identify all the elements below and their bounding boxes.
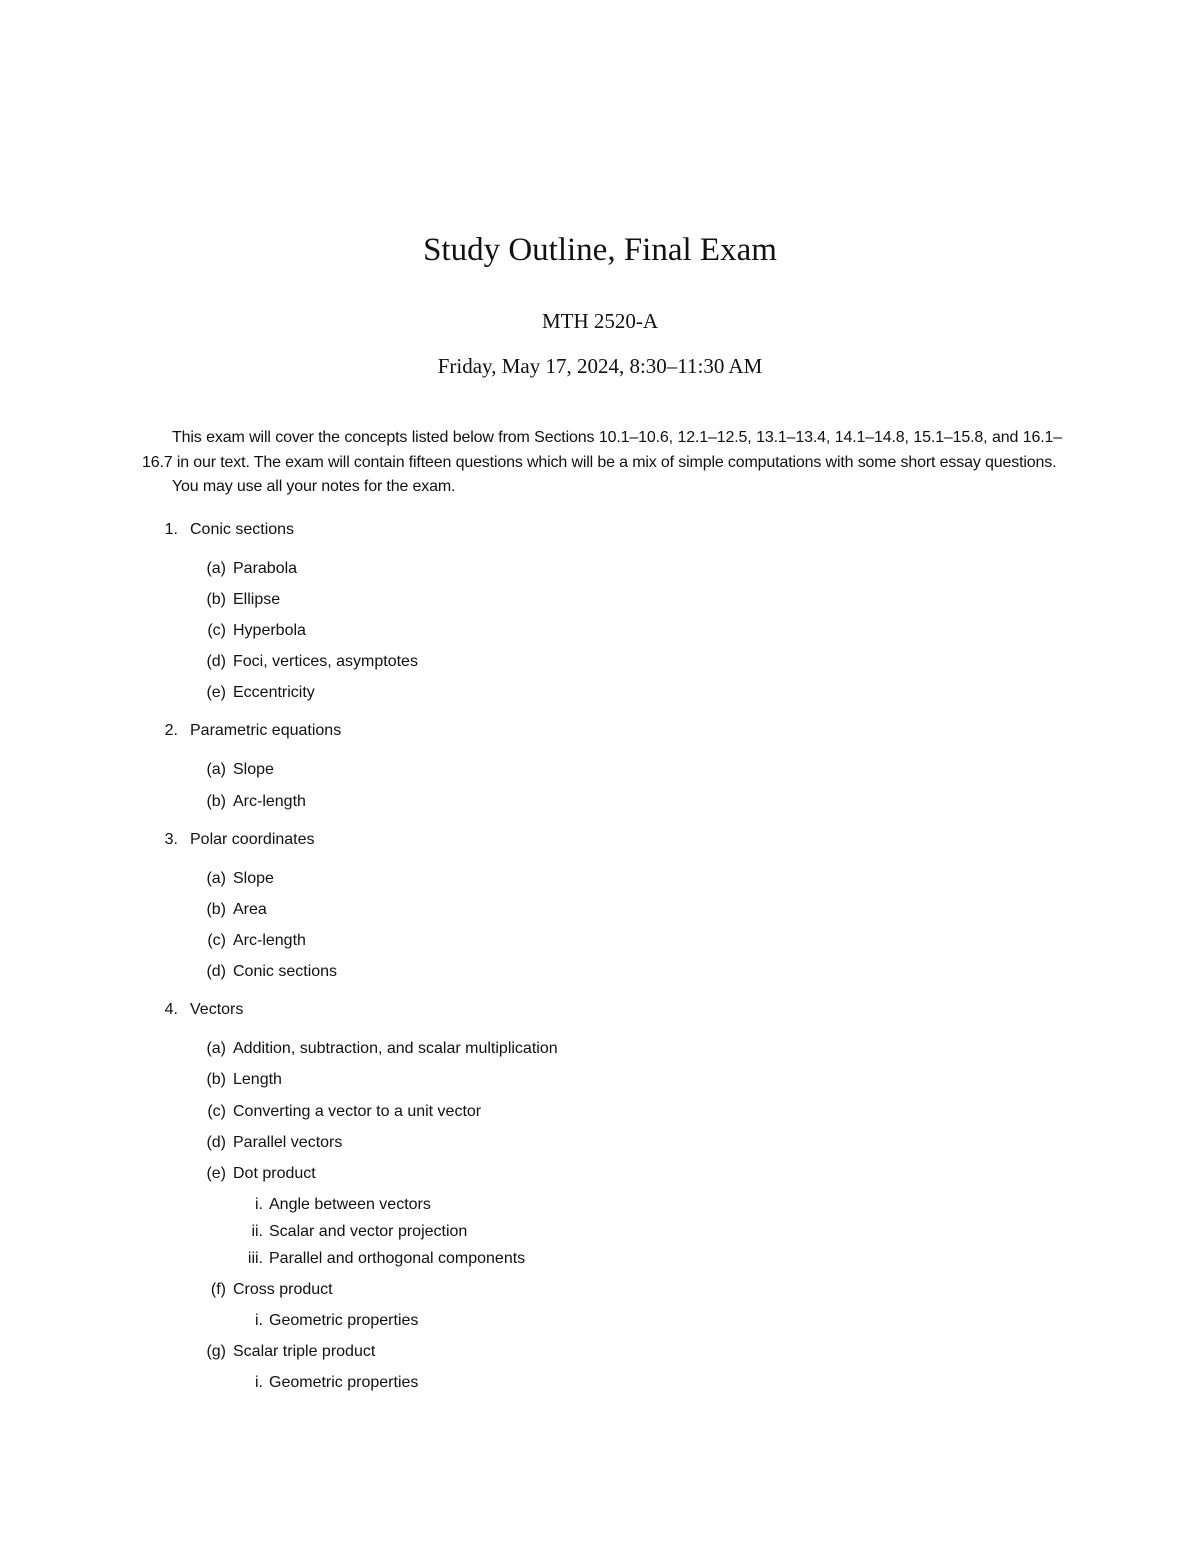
- outline-subtopic: [142, 758, 1062, 783]
- outline-subtopic: [142, 557, 1062, 582]
- document-title: Study Outline, Final Exam: [423, 232, 777, 268]
- subtopic-text: Conic sections: [233, 963, 338, 981]
- subsubtopic-label: i.: [255, 1196, 263, 1214]
- subtopic-label: (b): [206, 900, 226, 918]
- topic-title: Vectors: [190, 1001, 244, 1019]
- subtopic-text: Converting a vector to a unit vector: [233, 1102, 482, 1120]
- outline-subsubtopic: [142, 1193, 1062, 1218]
- subtopic-label: (d): [206, 963, 226, 981]
- outline-topic: [142, 998, 1062, 1023]
- outline-subtopic: [142, 1340, 1062, 1365]
- outline-subtopic: [142, 1162, 1062, 1187]
- outline-subtopic: [142, 650, 1062, 675]
- outline-subsubtopic: [142, 1309, 1062, 1334]
- outline-subtopic: [142, 619, 1062, 644]
- subtopic-label: (a): [206, 761, 226, 779]
- outline-topic: [142, 518, 1062, 543]
- outline-subtopic: [142, 588, 1062, 613]
- subtopic-text: Addition, subtraction, and scalar multiplication: [233, 1040, 558, 1058]
- subtopic-text: Parabola: [233, 559, 298, 577]
- subtopic-text: Eccentricity: [233, 684, 315, 702]
- topic-number: 3.: [164, 830, 178, 848]
- subtopic-label: (b): [206, 590, 226, 608]
- subtopic-text: Scalar triple product: [233, 1343, 376, 1361]
- outline-subtopic: [142, 1278, 1062, 1303]
- outline-subtopic: [142, 898, 1062, 923]
- outline-subtopic: [142, 681, 1062, 706]
- subsubtopic-text: Parallel and orthogonal components: [269, 1250, 526, 1268]
- topic-title: Polar coordinates: [190, 830, 315, 848]
- subsubtopic-text: Scalar and vector projection: [269, 1223, 468, 1241]
- document-body: [142, 426, 1062, 1396]
- topic-number: 1.: [164, 520, 178, 538]
- subtopic-label: (f): [210, 1281, 226, 1299]
- subtopic-text: Length: [233, 1071, 282, 1089]
- outline-subtopic: [142, 1068, 1062, 1093]
- subtopic-label: (g): [206, 1343, 226, 1361]
- subtopic-text: Slope: [233, 761, 274, 779]
- subsubtopic-text: Geometric properties: [269, 1312, 419, 1330]
- subtopic-label: (a): [206, 559, 226, 577]
- outline-subtopic: [142, 929, 1062, 954]
- subtopic-text: Hyperbola: [233, 621, 306, 639]
- subtopic-text: Parallel vectors: [233, 1133, 343, 1151]
- intro-paragraph: This exam will cover the concepts listed below from Sections 10.1–10.6, 12.1–12.5, 13.1–13.4, 14.1–14.8, 15.1–15.8, and 16.1–16.7 in our text. The exam will contain fifteen questions which will be a mix of simple computations with some short essay questions.: [142, 429, 1062, 471]
- subtopic-label: (b): [206, 1071, 226, 1089]
- subtopic-label: (c): [207, 1102, 226, 1120]
- subtopic-label: (a): [206, 869, 226, 887]
- outline-subsubtopic: [142, 1247, 1062, 1272]
- subtopic-text: Arc-length: [233, 932, 306, 949]
- subtopic-text: Dot product: [233, 1165, 316, 1183]
- topic-number: 2.: [164, 722, 178, 740]
- outline-topic: [142, 719, 1062, 744]
- subtopic-label: (e): [206, 1165, 226, 1183]
- subtopic-label: (d): [206, 1133, 226, 1151]
- intro-section: [142, 426, 1062, 500]
- topic-number: 4.: [164, 1001, 178, 1019]
- subtopic-label: (c): [207, 932, 226, 949]
- notes-paragraph: You may use all your notes for the exam.: [172, 478, 456, 495]
- exam-datetime: Friday, May 17, 2024, 8:30–11:30 AM: [437, 354, 763, 378]
- subtopic-label: (b): [206, 792, 226, 810]
- subsubtopic-text: Geometric properties: [269, 1374, 419, 1392]
- outline-subsubtopic: [142, 1220, 1062, 1245]
- subtopic-text: Foci, vertices, asymptotes: [233, 653, 418, 671]
- subtopic-text: Area: [233, 900, 267, 918]
- outline-subtopic: [142, 1131, 1062, 1156]
- course-code: MTH 2520-A: [541, 309, 659, 333]
- subtopic-label: (d): [206, 653, 226, 671]
- subsubtopic-text: Angle between vectors: [269, 1196, 431, 1214]
- subsubtopic-label: ii.: [251, 1223, 263, 1241]
- subsubtopic-label: iii.: [247, 1250, 263, 1268]
- subtopic-text: Cross product: [233, 1281, 333, 1299]
- outline-topic: [142, 828, 1062, 853]
- outline-subtopic: [142, 1100, 1062, 1125]
- outline-subsubtopic: [142, 1371, 1062, 1396]
- subtopic-label: (a): [206, 1040, 226, 1058]
- topic-outline: [142, 518, 1062, 1396]
- subtopic-label: (e): [206, 684, 226, 702]
- subtopic-text: Slope: [233, 869, 274, 887]
- outline-subtopic: [142, 867, 1062, 892]
- subsubtopic-label: i.: [255, 1374, 263, 1392]
- outline-subtopic: [142, 960, 1062, 985]
- topic-title: Conic sections: [190, 520, 295, 538]
- subsubtopic-label: i.: [255, 1312, 263, 1330]
- outline-subtopic: [142, 790, 1062, 815]
- outline-subtopic: [142, 1037, 1062, 1062]
- subtopic-text: Arc-length: [233, 792, 306, 810]
- subtopic-text: Ellipse: [233, 590, 281, 608]
- subtopic-label: (c): [207, 621, 226, 639]
- topic-title: Parametric equations: [190, 722, 342, 740]
